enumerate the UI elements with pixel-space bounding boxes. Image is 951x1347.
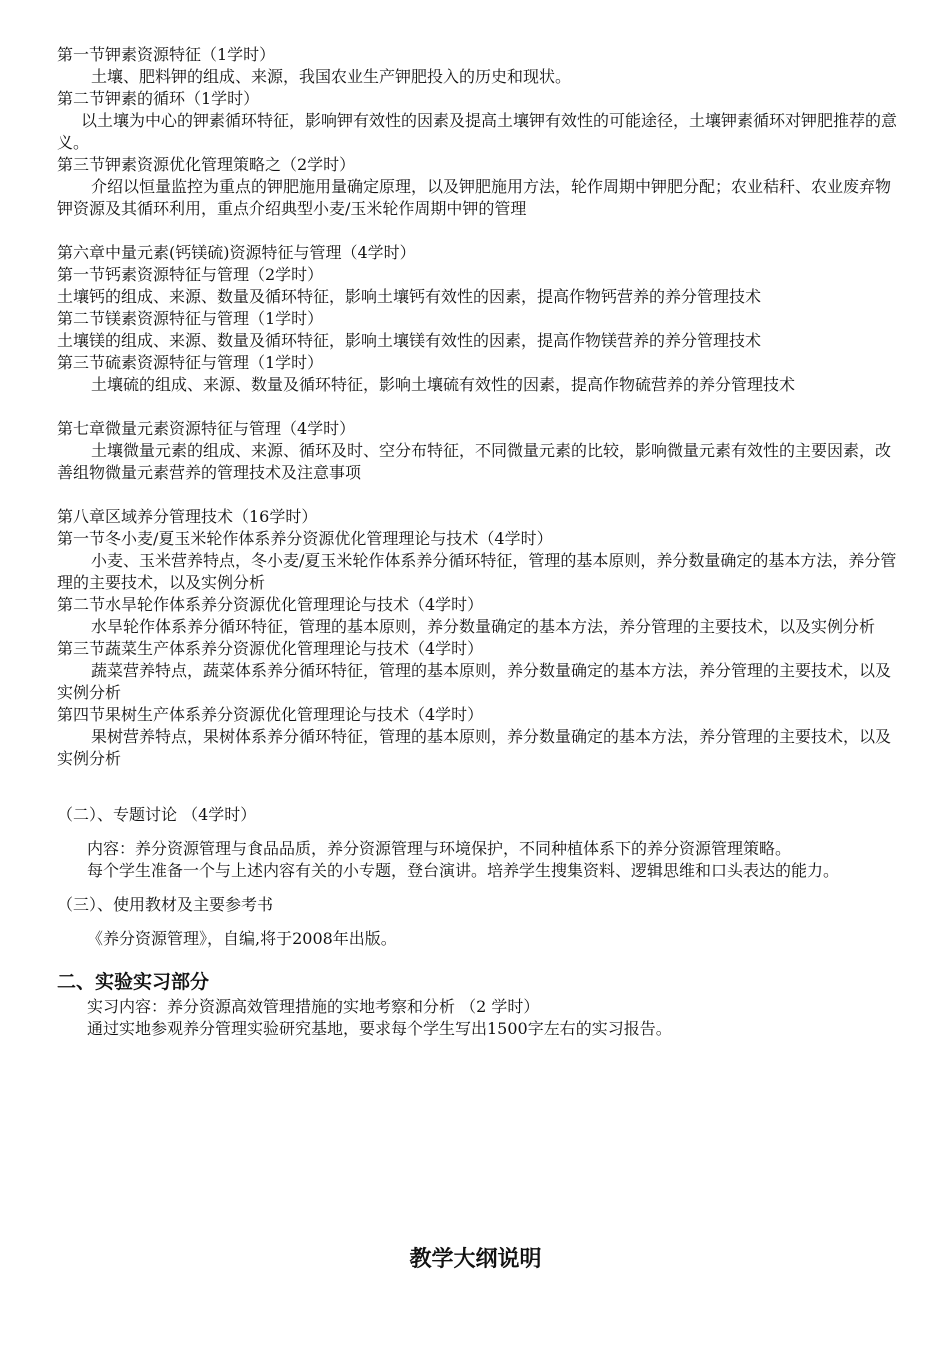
paragraph: 土壤、肥料钾的组成、来源，我国农业生产钾肥投入的历史和现状。 — [91, 67, 572, 86]
reference-book: 《养分资源管理》，自编,将于2008年出版。 — [87, 929, 397, 948]
paragraph: 小麦、玉米营养特点，冬小麦/夏玉米轮作体系养分循环特征，管理的基本原则，养分数量确定的基本方法，养分管理的主要技术，以及实例分析 — [57, 551, 897, 592]
paragraph: 以土壤为中心的钾素循环特征，影响钾有效性的因素及提高土壤钾有效性的可能途径，土壤钾素循环对钾肥推荐的意义。 — [57, 111, 898, 152]
paragraph: 土壤微量元素的组成、来源、循环及时、空分布特征，不同微量元素的比较，影响微量元素有效性的主要因素，改善组物微量元素营养的管理技术及注意事项 — [57, 441, 892, 482]
part-heading: （三）、使用教材及主要参考书 — [57, 895, 274, 914]
section-heading: 第三节蔬菜生产体系养分资源优化管理理论与技术（4学时） — [57, 639, 484, 658]
section-heading: 第四节果树生产体系养分资源优化管理理论与技术（4学时） — [57, 705, 484, 724]
lab-section-heading: 二、实验实习部分 — [57, 971, 210, 993]
paragraph: 内容：养分资源管理与食品品质，养分资源管理与环境保护，不同种植体系下的养分资源管理策略。 — [87, 839, 792, 858]
paragraph: 蔬菜营养特点，蔬菜体系养分循环特征，管理的基本原则，养分数量确定的基本方法，养分管理的主要技术，以及实例分析 — [57, 661, 892, 702]
section-heading: 第三节硫素资源特征与管理（1学时） — [57, 353, 324, 372]
section-heading: 第一节钾素资源特征（1学时） — [57, 45, 276, 64]
paragraph: 土壤镁的组成、来源、数量及循环特征，影响土壤镁有效性的因素，提高作物镁营养的养分管理技术 — [57, 331, 762, 350]
paragraph: 果树营养特点，果树体系养分循环特征，管理的基本原则，养分数量确定的基本方法，养分管理的主要技术，以及实例分析 — [57, 727, 892, 768]
chapter-heading: 第八章区域养分管理技术（16学时） — [57, 507, 318, 526]
paragraph: 介绍以恒量监控为重点的钾肥施用量确定原理，以及钾肥施用方法，轮作周期中钾肥分配；农业秸秆、农业废弃物钾资源及其循环利用，重点介绍典型小麦/玉米轮作周期中钾的管理 — [57, 177, 892, 218]
paragraph: 每个学生准备一个与上述内容有关的小专题，登台演讲。培养学生搜集资料、逻辑思维和口头表达的能力。 — [87, 861, 840, 880]
paragraph: 实习内容：养分资源高效管理措施的实地考察和分析 （2 学时） — [87, 997, 540, 1016]
section-heading: 第一节钙素资源特征与管理（2学时） — [57, 265, 324, 284]
paragraph: 土壤硫的组成、来源、数量及循环特征，影响土壤硫有效性的因素，提高作物硫营养的养分管理技术 — [91, 375, 796, 394]
section-heading: 第二节钾素的循环（1学时） — [57, 89, 260, 108]
chapter-heading: 第六章中量元素(钙镁硫)资源特征与管理（4学时） — [57, 243, 416, 262]
chapter-heading: 第七章微量元素资源特征与管理（4学时） — [57, 419, 356, 438]
syllabus-note-title: 教学大纲说明 — [409, 1247, 542, 1272]
section-heading: 第三节钾素资源优化管理策略之（2学时） — [57, 155, 356, 174]
paragraph: 通过实地参观养分管理实验研究基地，要求每个学生写出1500字左右的实习报告。 — [87, 1019, 672, 1038]
part-heading: （二）、专题讨论 （4学时） — [57, 805, 257, 824]
section-heading: 第一节冬小麦/夏玉米轮作体系养分资源优化管理理论与技术（4学时） — [57, 529, 553, 548]
document-body — [57, 44, 899, 1040]
section-heading: 第二节水旱轮作体系养分资源优化管理理论与技术（4学时） — [57, 595, 484, 614]
paragraph: 土壤钙的组成、来源、数量及循环特征，影响土壤钙有效性的因素，提高作物钙营养的养分管理技术 — [57, 287, 762, 306]
section-heading: 第二节镁素资源特征与管理（1学时） — [57, 309, 324, 328]
paragraph: 水旱轮作体系养分循环特征，管理的基本原则，养分数量确定的基本方法，养分管理的主要技术，以及实例分析 — [91, 617, 876, 636]
